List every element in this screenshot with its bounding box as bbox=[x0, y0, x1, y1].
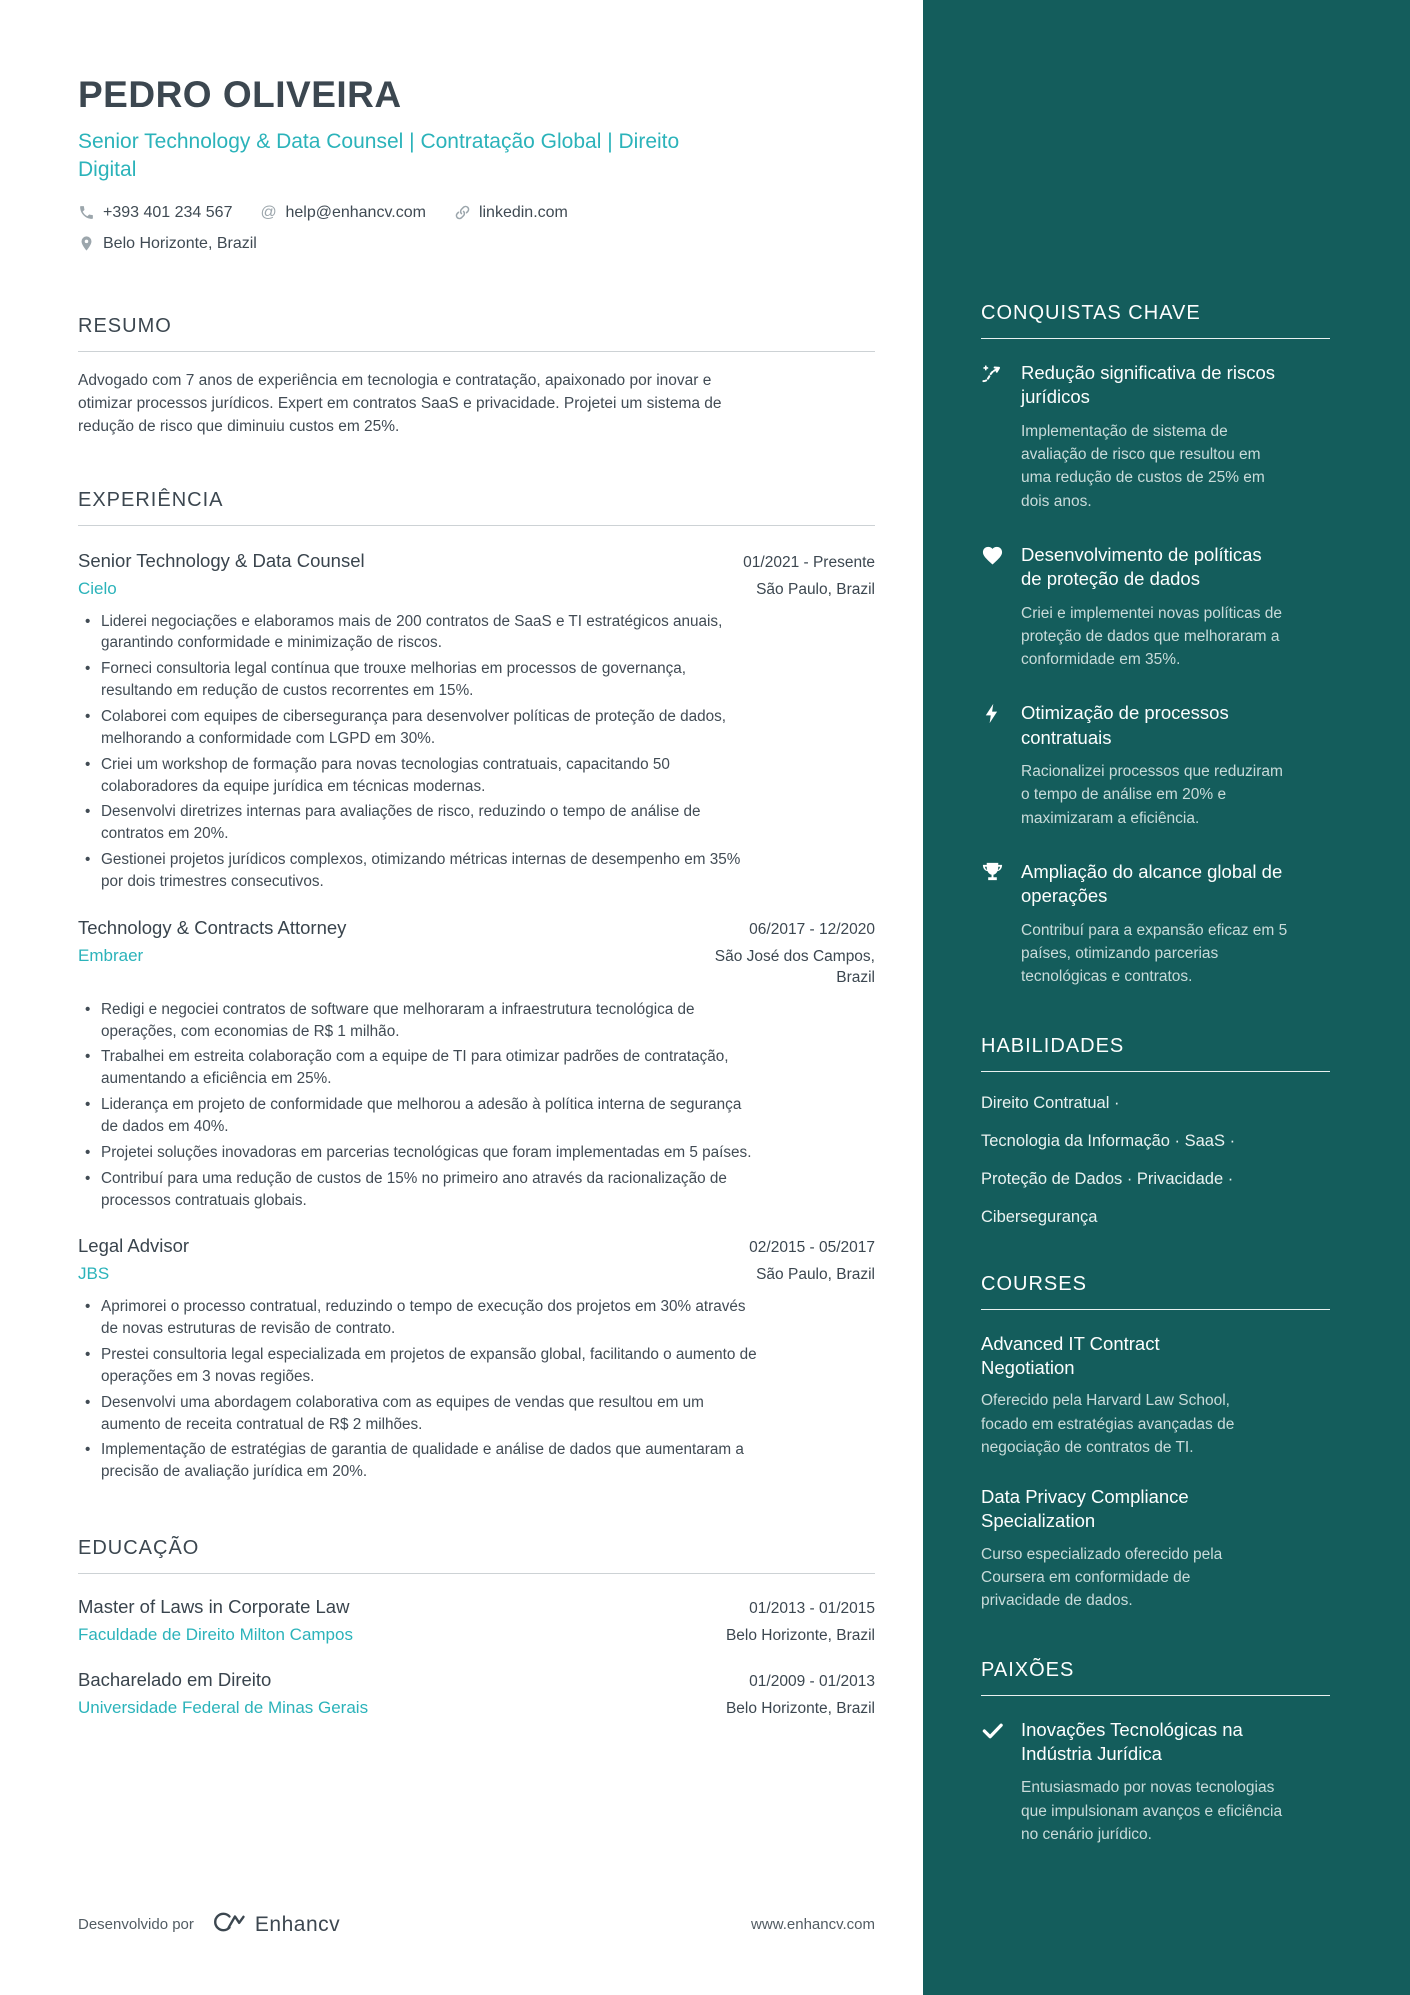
achievement-item bbox=[981, 543, 1330, 672]
website-url[interactable]: linkedin.com bbox=[478, 203, 568, 221]
conquistas-heading: CONQUISTAS CHAVE bbox=[981, 302, 1330, 339]
at-icon: @ bbox=[260, 204, 277, 222]
job-bullet: • Gestionei projetos jurídicos complexos, otimizando métricas internas de desempenho em 35% por dois trimestres consecutivos. bbox=[78, 849, 758, 893]
section-conquistas bbox=[981, 302, 1330, 989]
resume-sidebar bbox=[923, 0, 1410, 1995]
education-entry bbox=[78, 1596, 875, 1647]
achievement-item bbox=[981, 701, 1330, 830]
job-bullets bbox=[78, 1296, 875, 1483]
job-company: Embraer bbox=[78, 945, 144, 965]
job-title: Technology & Contracts Attorney bbox=[78, 916, 347, 938]
achievement-title: Otimização de processos contratuais bbox=[1021, 702, 1229, 748]
skill-line: Tecnologia da Informação · SaaS · bbox=[981, 1131, 1236, 1150]
job-entry bbox=[78, 1235, 875, 1483]
section-resumo bbox=[78, 315, 875, 439]
job-bullet: • Trabalhei em estreita colaboração com a equipe de TI para otimizar padrões de contratação, aumentando a eficiência em 25%. bbox=[78, 1046, 758, 1090]
email-address[interactable]: help@enhancv.com bbox=[285, 203, 426, 221]
job-title: Senior Technology & Data Counsel bbox=[78, 549, 365, 571]
experiencia-heading: EXPERIÊNCIA bbox=[78, 489, 875, 526]
achievement-item bbox=[981, 860, 1330, 989]
achievement-text: Racionalizei processos que reduziram o tempo de análise em 20% e maximizaram a eficiência. bbox=[1021, 763, 1283, 827]
section-habilidades bbox=[981, 1035, 1330, 1227]
job-bullets bbox=[78, 999, 875, 1212]
degree-location: Belo Horizonte, Brazil bbox=[725, 1700, 875, 1718]
job-company: Cielo bbox=[78, 578, 117, 598]
email-contact bbox=[260, 204, 425, 222]
job-bullet: • Redigi e negociei contratos de software que melhoraram a infraestrutura tecnológica de operações, com economias de R$ 1 milhão. bbox=[78, 999, 758, 1043]
footer-url[interactable]: www.enhancv.com bbox=[751, 1916, 875, 1933]
course-title: Advanced IT Contract Negotiation bbox=[981, 1332, 1160, 1378]
job-location: São José dos Campos, Brazil bbox=[714, 947, 875, 986]
course-title: Data Privacy Compliance Specialization bbox=[981, 1486, 1189, 1532]
job-bullet: • Liderança em projeto de conformidade que melhorou a adesão à política interna de segurança de dados em 40%. bbox=[78, 1094, 758, 1138]
job-dates: 02/2015 - 05/2017 bbox=[749, 1239, 875, 1257]
achievement-item bbox=[981, 361, 1330, 513]
degree-dates: 01/2009 - 01/2013 bbox=[749, 1673, 875, 1691]
job-bullets bbox=[78, 611, 875, 893]
enhancv-brand-link[interactable] bbox=[206, 1908, 340, 1941]
section-educacao bbox=[78, 1537, 875, 1720]
job-company: JBS bbox=[78, 1264, 110, 1284]
achievement-title: Ampliação do alcance global de operações bbox=[1021, 860, 1283, 907]
passion-item bbox=[981, 1718, 1330, 1847]
job-bullet: • Forneci consultoria legal contínua que trouxe melhorias em processos de governança, resultando em redução de custos recorrentes em 15%. bbox=[78, 658, 758, 702]
job-dates: 06/2017 - 12/2020 bbox=[749, 920, 875, 938]
achievement-title: Redução significativa de riscos jurídicos bbox=[1021, 362, 1275, 408]
location-pin-icon bbox=[78, 235, 95, 252]
job-entry bbox=[78, 550, 875, 893]
location-text: Belo Horizonte, Brazil bbox=[103, 234, 257, 252]
job-bullet: • Colaborei com equipes de cibersegurança para desenvolver políticas de proteção de dados, melhorando a conformidade com LGPD em 30%. bbox=[78, 706, 758, 750]
job-location: São Paulo, Brazil bbox=[756, 580, 875, 598]
course-item bbox=[981, 1485, 1330, 1613]
job-title: Legal Advisor bbox=[78, 1235, 190, 1257]
degree-title: Master of Laws in Corporate Law bbox=[78, 1596, 350, 1618]
enhancv-wordmark: Enhancv bbox=[254, 1912, 341, 1936]
job-bullet: • Desenvolvi diretrizes internas para avaliações de risco, reduzindo o tempo de análise de contratos em 20%. bbox=[78, 801, 758, 845]
section-paixoes bbox=[981, 1659, 1330, 1847]
achievement-text: Contribuí para a expansão eficaz em 5 países, otimizando parcerias tecnológicas e contratos. bbox=[1021, 921, 1288, 986]
job-bullet: • Desenvolvi uma abordagem colaborativa com as equipes de vendas que resultou em um aumento de receita contratual de R$ 2 milhões. bbox=[78, 1392, 758, 1436]
job-bullet: • Criei um workshop de formação para novas tecnologias contratuais, capacitando 50 colaboradores da equipe jurídica em técnicas modernas. bbox=[78, 754, 758, 798]
phone-contact bbox=[78, 204, 232, 222]
powered-by-label: Desenvolvido por bbox=[78, 1916, 194, 1933]
educacao-heading: EDUCAÇÃO bbox=[78, 1537, 875, 1574]
phone-number[interactable]: +393 401 234 567 bbox=[103, 203, 233, 221]
job-bullet: • Implementação de estratégias de garantia de qualidade e análise de dados que aumentaram a precisão de avaliação jurídica em 20%. bbox=[78, 1439, 758, 1483]
degree-dates: 01/2013 - 01/2015 bbox=[749, 1600, 875, 1618]
habilidades-heading: HABILIDADES bbox=[981, 1035, 1330, 1072]
education-entry bbox=[78, 1669, 875, 1720]
course-item bbox=[981, 1332, 1330, 1460]
achievement-title: Desenvolvimento de políticas de proteção de dados bbox=[1021, 543, 1262, 590]
job-bullet: • Aprimorei o processo contratual, reduzindo o tempo de execução dos projetos em 30% através de novas estruturas de revisão de contrato. bbox=[78, 1296, 758, 1340]
heart-icon bbox=[981, 543, 1007, 672]
link-icon bbox=[454, 204, 471, 221]
skill-line: Direito Contratual · bbox=[981, 1093, 1120, 1112]
phone-icon bbox=[78, 204, 95, 221]
course-text: Curso especializado oferecido pela Coursera em conformidade de privacidade de dados. bbox=[981, 1545, 1223, 1610]
section-experiencia bbox=[78, 489, 875, 1488]
degree-school: Faculdade de Direito Milton Campos bbox=[78, 1625, 353, 1645]
section-courses bbox=[981, 1273, 1330, 1613]
trophy-icon bbox=[981, 860, 1007, 989]
enhancv-logo-icon bbox=[206, 1908, 246, 1941]
job-bullet: • Prestei consultoria legal especializada em projetos de expansão global, facilitando o aumento de operações em 3 novas regiões. bbox=[78, 1344, 758, 1388]
job-location: São Paulo, Brazil bbox=[756, 1266, 875, 1284]
checkmark-icon bbox=[981, 1718, 1007, 1847]
curved-arrow-icon bbox=[981, 361, 1007, 513]
website-contact bbox=[454, 204, 568, 222]
candidate-headline: Senior Technology & Data Counsel | Contratação Global | Direito Digital bbox=[78, 130, 680, 181]
job-entry bbox=[78, 917, 875, 1212]
skill-line: Proteção de Dados · Privacidade · bbox=[981, 1169, 1234, 1188]
degree-title: Bacharelado em Direito bbox=[78, 1669, 272, 1691]
job-bullet: • Projetei soluções inovadoras em parcerias tecnológicas que foram implementadas em 5 países. bbox=[78, 1142, 758, 1164]
contact-row bbox=[78, 204, 875, 222]
achievement-text: Implementação de sistema de avaliação de risco que resultou em uma redução de custos de 25% em dois anos. bbox=[1021, 422, 1265, 510]
paixoes-heading: PAIXÕES bbox=[981, 1659, 1330, 1696]
footer bbox=[78, 1908, 875, 1947]
courses-heading: COURSES bbox=[981, 1273, 1330, 1310]
candidate-name: PEDRO OLIVEIRA bbox=[78, 74, 402, 115]
skill-line: Cibersegurança bbox=[981, 1207, 1098, 1226]
job-bullet: • Liderei negociações e elaboramos mais de 200 contratos de SaaS e TI estratégicos anuais, garantindo conformidade e minimização de riscos. bbox=[78, 611, 758, 655]
degree-location: Belo Horizonte, Brazil bbox=[725, 1627, 875, 1645]
job-bullet: • Contribuí para uma redução de custos de 15% no primeiro ano através da racionalização de processos contratuais globais. bbox=[78, 1168, 758, 1212]
resumo-text: Advogado com 7 anos de experiência em tecnologia e contratação, apaixonado por inovar e otimizar processos jurídicos. Expert em contratos SaaS e privacidade. Projetei um sistema de redução de risco que diminuiu custos em 25%. bbox=[78, 371, 722, 436]
resumo-heading: RESUMO bbox=[78, 315, 875, 352]
location-contact bbox=[78, 235, 257, 253]
passion-title: Inovações Tecnológicas na Indústria Jurídica bbox=[1021, 1718, 1243, 1765]
achievement-text: Criei e implementei novas políticas de proteção de dados que melhoraram a conformidade em 35%. bbox=[1021, 604, 1283, 669]
job-dates: 01/2021 - Presente bbox=[743, 553, 875, 571]
passion-text: Entusiasmado por novas tecnologias que impulsionam avanços e eficiência no cenário jurídico. bbox=[1021, 1779, 1283, 1843]
location-row bbox=[78, 235, 875, 253]
course-text: Oferecido pela Harvard Law School, focado em estratégias avançadas de negociação de contratos de TI. bbox=[981, 1392, 1235, 1456]
lightning-icon bbox=[981, 701, 1007, 830]
degree-school: Universidade Federal de Minas Gerais bbox=[78, 1698, 369, 1718]
